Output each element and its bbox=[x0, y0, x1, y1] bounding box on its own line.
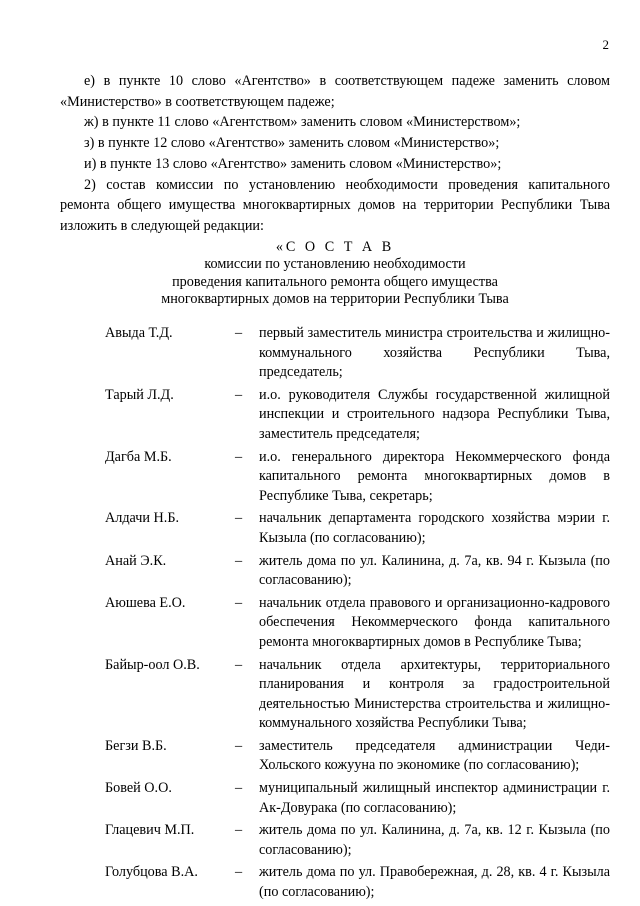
member-name: Голубцова В.А. bbox=[105, 864, 198, 881]
member-role: первый заместитель министра строительства и жилищно-коммунального хозяйства Республики Тыва, председатель; bbox=[259, 325, 610, 381]
member-name: Тарый Л.Д. bbox=[105, 386, 174, 403]
member-name: Алдачи Н.Б. bbox=[105, 510, 180, 527]
member-dash: – bbox=[235, 822, 243, 839]
member-role: и.о. руководителя Службы государственной жилищной инспекции и строительного надзора Республики Тыва, заместитель председателя; bbox=[259, 386, 610, 442]
composition-subtitle-line: проведения капитального ремонта общего имущества bbox=[172, 273, 498, 290]
member-name: Бегзи В.Б. bbox=[105, 737, 167, 754]
member-name: Дагба М.Б. bbox=[105, 448, 172, 465]
page-number: 2 bbox=[602, 37, 609, 52]
member-row bbox=[105, 386, 610, 445]
member-dash: – bbox=[235, 386, 243, 403]
composition-subtitle-line: комиссии по установлению необходимости bbox=[204, 256, 466, 273]
member-role: житель дома по ул. Правобережная, д. 28, кв. 4 г. Кызыла (по согласованию); bbox=[259, 864, 610, 901]
member-role: житель дома по ул. Калинина, д. 7а, кв. 12 г. Кызыла (по согласованию); bbox=[259, 822, 610, 858]
paragraph-e: е) в пункте 10 слово «Агентство» в соответствующем падеже заменить словом «Министерство» в соответствующем падеже; bbox=[60, 73, 610, 110]
member-name: Анай Э.К. bbox=[105, 552, 167, 569]
member-dash: – bbox=[235, 656, 243, 673]
member-role: заместитель председателя администрации Чеди-Хольского кожууна по экономике (по согласованию); bbox=[259, 737, 610, 774]
member-dash: – bbox=[235, 325, 243, 341]
composition-header bbox=[60, 239, 610, 308]
member-name: Бовей О.О. bbox=[105, 780, 172, 797]
paragraph-2: 2) состав комиссии по установлению необходимости проведения капитального ремонта общего имущества многоквартирных домов на территории Республики Тыва изложить в следующей редакции: bbox=[60, 176, 610, 234]
member-dash: – bbox=[235, 737, 243, 754]
document-body bbox=[60, 71, 610, 237]
member-row bbox=[105, 779, 610, 818]
member-name: Аюшева Е.О. bbox=[105, 594, 186, 611]
members-list bbox=[105, 324, 610, 906]
composition-title: «С О С Т А В bbox=[275, 239, 395, 255]
member-dash: – bbox=[235, 552, 243, 569]
composition-subtitle-line: многоквартирных домов на территории Республики Тыва bbox=[161, 290, 509, 307]
member-dash: – bbox=[235, 780, 243, 797]
member-role: начальник отдела правового и организационно-кадрового обеспечения Некоммерческого фонда капитального ремонта многоквартирных домов в Республике Тыва; bbox=[259, 594, 610, 650]
member-row bbox=[105, 552, 610, 591]
paragraph-zh: ж) в пункте 11 слово «Агентством» заменить словом «Министерством»; bbox=[84, 114, 521, 131]
member-row bbox=[105, 324, 610, 383]
member-dash: – bbox=[235, 448, 243, 465]
member-row bbox=[105, 448, 610, 507]
member-name: Глацевич М.П. bbox=[105, 822, 195, 839]
member-row bbox=[105, 863, 610, 902]
member-row bbox=[105, 737, 610, 776]
paragraph-z: з) в пункте 12 слово «Агентство» заменить словом «Министерство»; bbox=[84, 135, 500, 152]
member-role: начальник департамента городского хозяйства мэрии г. Кызыла (по согласованию); bbox=[259, 510, 610, 546]
member-role: муниципальный жилищный инспектор администрации г. Ак-Довурака (по согласованию); bbox=[259, 780, 610, 816]
paragraph-i: и) в пункте 13 слово «Агентство» заменить словом «Министерство»; bbox=[84, 155, 502, 172]
member-role: житель дома по ул. Калинина, д. 7а, кв. 94 г. Кызыла (по согласованию); bbox=[259, 552, 610, 589]
member-dash: – bbox=[235, 594, 243, 611]
member-row bbox=[105, 594, 610, 653]
member-dash: – bbox=[235, 864, 243, 881]
member-row bbox=[105, 656, 610, 734]
member-role: начальник отдела архитектуры, территориального планирования и контроля за градостроительной деятельностью Министерства строительства и жилищно-коммунального хозяйства Республики Тыва; bbox=[259, 656, 610, 732]
member-name: Авыда Т.Д. bbox=[105, 325, 173, 341]
member-name: Байыр-оол О.В. bbox=[105, 656, 200, 673]
member-dash: – bbox=[235, 510, 243, 527]
member-role: и.о. генерального директора Некоммерческого фонда капитального ремонта многоквартирных домов в Республике Тыва, секретарь; bbox=[259, 448, 610, 504]
member-row bbox=[105, 821, 610, 860]
member-row bbox=[105, 509, 610, 548]
